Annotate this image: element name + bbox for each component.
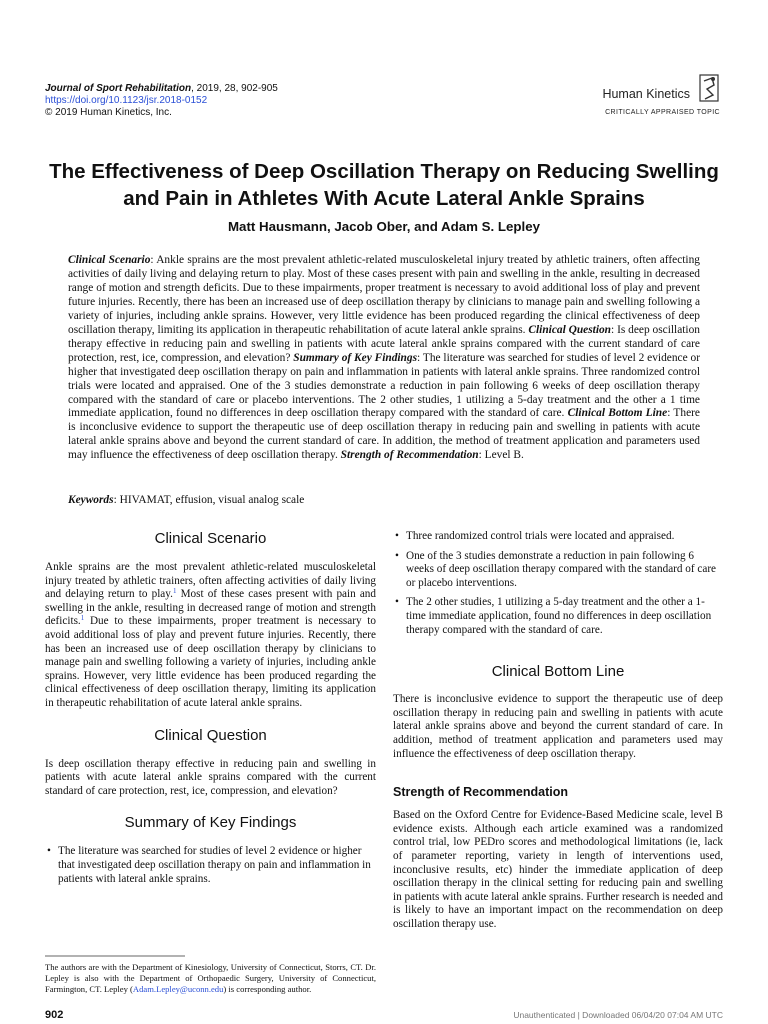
section-heading-key-findings: Summary of Key Findings xyxy=(124,814,297,832)
key-findings-list-continued xyxy=(393,530,723,637)
article-type-tag: CRITICALLY APPRAISED TOPIC xyxy=(605,109,720,116)
article-title: The Effectiveness of Deep Oscillation Therapy on Reducing Swelling and Pain in Athletes With Acute Lateral Ankle Sprains xyxy=(49,160,719,210)
left-column xyxy=(45,530,376,886)
clinical-question-paragraph: Is deep oscillation therapy effective in reducing pain and swelling in patients with acute lateral ankle sprains compared with the current standard of care protection, rest, ice, compression, and elevation? xyxy=(45,757,376,797)
footnote-text: The authors are with the Department of Kinesiology, University of Connecticut, Storrs, CT. Dr. Lepley is also with the Department of Orthopaedic Surgery, University of Connecticut, Farmington, CT. Lepley ( xyxy=(45,962,376,994)
right-column xyxy=(393,530,723,931)
abstract-bottom-line-text: There is inconclusive evidence to support the therapeutic use of deep oscillation therapy in reducing pain and swelling in patients with acute lateral ankle sprains above and beyond the current standard of care. In addition, the method of treatment application and parameters used may influence the effectiveness of deep oscillation therapy. xyxy=(68,407,700,462)
strength-of-recommendation-paragraph: Based on the Oxford Centre for Evidence-Based Medicine scale, level B evidence exists. Although each article examined was a randomized control trial, low PEDro scores and methodological limitations (ie, lack of parameter reporting, variety in length of interventions used, inconclusive results, etc) hinder the immediate application of deep oscillation therapy in the clinical setting for reducing pain and swelling in patients with acute lateral ankle sprains. Further research is needed and is likely to have an important impact on the recommendation on deep oscillation therapy use. xyxy=(393,809,723,930)
abstract-scenario-text: Ankle sprains are the most prevalent athletic-related musculoskeletal injury treated by athletic trainers, often affecting activities of daily living and delaying return to play. Most of these cases present with pain and swelling in the ankle, resulting in decreased range of motion and strength deficits. Due to these impairments, proper treatment is necessary to avoid additional loss of play and prevent future injuries. Recently, there has been an increased use of deep oscillation therapy by clinicians to manage pain and swelling following a variety of injuries, including ankle sprains. However, very little evidence has been produced regarding the clinical effectiveness of deep oscillation therapy, limiting its application in therapeutic rehabilitation of acute lateral ankle sprains. xyxy=(68,254,700,336)
section-heading-clinical-bottom-line: Clinical Bottom Line xyxy=(491,663,625,681)
publisher-name: Human Kinetics xyxy=(602,87,690,101)
abstract-strength-text: Level B. xyxy=(484,449,524,462)
list-item: • One of the 3 studies demonstrate a reduction in pain following 6 weeks of deep oscillation therapy compared with the standard of care or placebo interventions. xyxy=(393,550,723,591)
copyright: © 2019 Human Kinetics, Inc. xyxy=(45,107,172,118)
citation-ref[interactable]: 1 xyxy=(80,614,85,623)
list-item: • The 2 other studies, 1 utilizing a 5-day treatment and the other a 1-time immediate application, found no differences in deep oscillation therapy compared with the standard of care. xyxy=(393,596,723,637)
footnote-suffix: ) is corresponding author. xyxy=(223,984,312,994)
list-item: • The literature was searched for studies of level 2 evidence or higher that investigated deep oscillation therapy on pain and inflammation in patients with lateral ankle sprains. xyxy=(45,845,376,886)
journal-name: Journal of Sport Rehabilitation xyxy=(45,83,192,94)
human-kinetics-logo-icon xyxy=(698,73,720,103)
footnote-divider xyxy=(45,955,185,957)
page-number: 902 xyxy=(45,1009,64,1021)
publisher-block xyxy=(540,73,720,123)
keywords: Keywords: HIVAMAT, effusion, visual analog scale xyxy=(68,494,305,506)
author-affiliation-footnote xyxy=(45,962,376,995)
clinical-scenario-text-b: Most of these cases present with pain and swelling in the ankle, resulting in decreased range of motion and strength deficits. xyxy=(45,588,376,628)
section-heading-clinical-scenario: Clinical Scenario xyxy=(154,530,267,547)
abstract-strength-label: Strength of Recommendation xyxy=(340,449,479,462)
doi-link[interactable]: https://doi.org/10.1123/jsr.2018-0152 xyxy=(45,95,208,106)
section-heading-clinical-question: Clinical Question xyxy=(154,726,267,744)
journal-citation: , 2019, 28, 902-905 xyxy=(191,83,278,94)
clinical-scenario-text-a: Ankle sprains are the most prevalent athletic-related musculoskeletal injury treated by athletic trainers, often affecting activities of daily living and delaying return to play. xyxy=(45,561,376,601)
download-stamp: Unauthenticated | Downloaded 06/04/20 07:04 AM UTC xyxy=(513,1010,723,1020)
abstract-question-text: Is deep oscillation therapy effective in reducing pain and swelling in patients with acute lateral ankle sprains compared with the current standard of care protection, rest, ice, compression, and elevation? xyxy=(68,323,700,364)
clinical-scenario-paragraph xyxy=(45,561,376,711)
journal-header xyxy=(45,83,278,119)
clinical-bottom-line-paragraph: There is inconclusive evidence to support the therapeutic use of deep oscillation therapy in reducing pain and swelling in patients with acute lateral ankle sprains above and beyond the current standard of care. In addition, method of treatment application and parameters used may influence the effectiveness of deep oscillation therapy. xyxy=(393,693,723,760)
abstract-scenario-label: Clinical Scenario xyxy=(68,254,151,266)
abstract-question-label: Clinical Question xyxy=(528,323,612,336)
abstract: Clinical Scenario: Ankle sprains are the most prevalent athletic-related musculoskeletal injury treated by athletic trainers, often affecting activities of daily living and delaying return to play. Most of these cases present with pain and swelling in the ankle, resulting in decreased range of motion and strength deficits. Due to these impairments, proper treatment is necessary to avoid additional loss of play and prevent future injuries. Recently, there has been an increased use of deep oscillation therapy by clinicians to manage pain and swelling following a variety of injuries, including ankle sprains. However, very little evidence has been produced regarding the clinical effectiveness of deep oscillation therapy, limiting its application in therapeutic rehabilitation of acute lateral ankle sprains. Clinical Question: Is deep oscillation therapy effective in reducing pain and swelling in patients with acute lateral ankle sprains compared with the current standard of care protection, rest, ice, compression, and elevation? Summary of Key Findings: The literature was searched for studies of level 2 evidence or higher that investigated deep oscillation therapy on pain and inflammation in patients with lateral ankle sprains. Three randomized control trials were located and appraised. One of the 3 studies demonstrate a reduction in pain following 6 weeks of deep oscillation therapy compared with the standard of care or placebo interventions. The 2 other studies, 1 utilizing a 5-day treatment and the other a 1 time immediate application, found no differences in deep oscillation therapy compared with the standard of care. Clinical Bottom Line: There is inconclusive evidence to support the therapeutic use of deep oscillation therapy in reducing pain and swelling in patients with acute lateral ankle sprains above and beyond the current standard of care. In addition, the method of treatment application and parameters used may influence the effectiveness of deep oscillation therapy. Strength of Recommendation: Level B. xyxy=(68,254,700,462)
key-findings-list xyxy=(45,845,376,886)
abstract-findings-text: The literature was searched for studies of level 2 evidence or higher that investigated deep oscillation therapy on pain and inflammation in patients with lateral ankle sprains. Three randomized control trials were located and appraised. One of the 3 studies demonstrate a reduction in pain following 6 weeks of deep oscillation therapy compared with the standard of care or placebo interventions. The 2 other studies, 1 utilizing a 5-day treatment and the other a 1 time immediate application, found no differences in deep oscillation therapy compared with the standard of care. xyxy=(68,351,700,420)
clinical-scenario-text-c: Due to these impairments, proper treatment is necessary to avoid additional loss of play and prevent future injuries. Recently, there has been an increased use of deep oscillation therapy by clinicians to manage pain and swelling following a variety of injuries, including ankle sprains. However, very little evidence has been produced regarding the clinical effectiveness of deep oscillation therapy, limiting its application in therapeutic rehabilitation of acute lateral ankle sprains. xyxy=(45,615,376,709)
abstract-findings-label: Summary of Key Findings xyxy=(293,351,418,364)
corresponding-email-link[interactable]: Adam.Lepley@uconn.edu xyxy=(132,984,224,994)
list-item: • Three randomized control trials were located and appraised. xyxy=(393,530,723,544)
keywords-label: Keywords xyxy=(68,494,114,506)
section-heading-strength-of-recommendation: Strength of Recommendation xyxy=(393,785,569,800)
citation-ref[interactable]: 1 xyxy=(172,587,177,596)
keywords-text: HIVAMAT, effusion, visual analog scale xyxy=(119,494,305,506)
author-list: Matt Hausmann, Jacob Ober, and Adam S. Lepley xyxy=(227,219,541,234)
abstract-bottom-line-label: Clinical Bottom Line xyxy=(567,407,668,420)
